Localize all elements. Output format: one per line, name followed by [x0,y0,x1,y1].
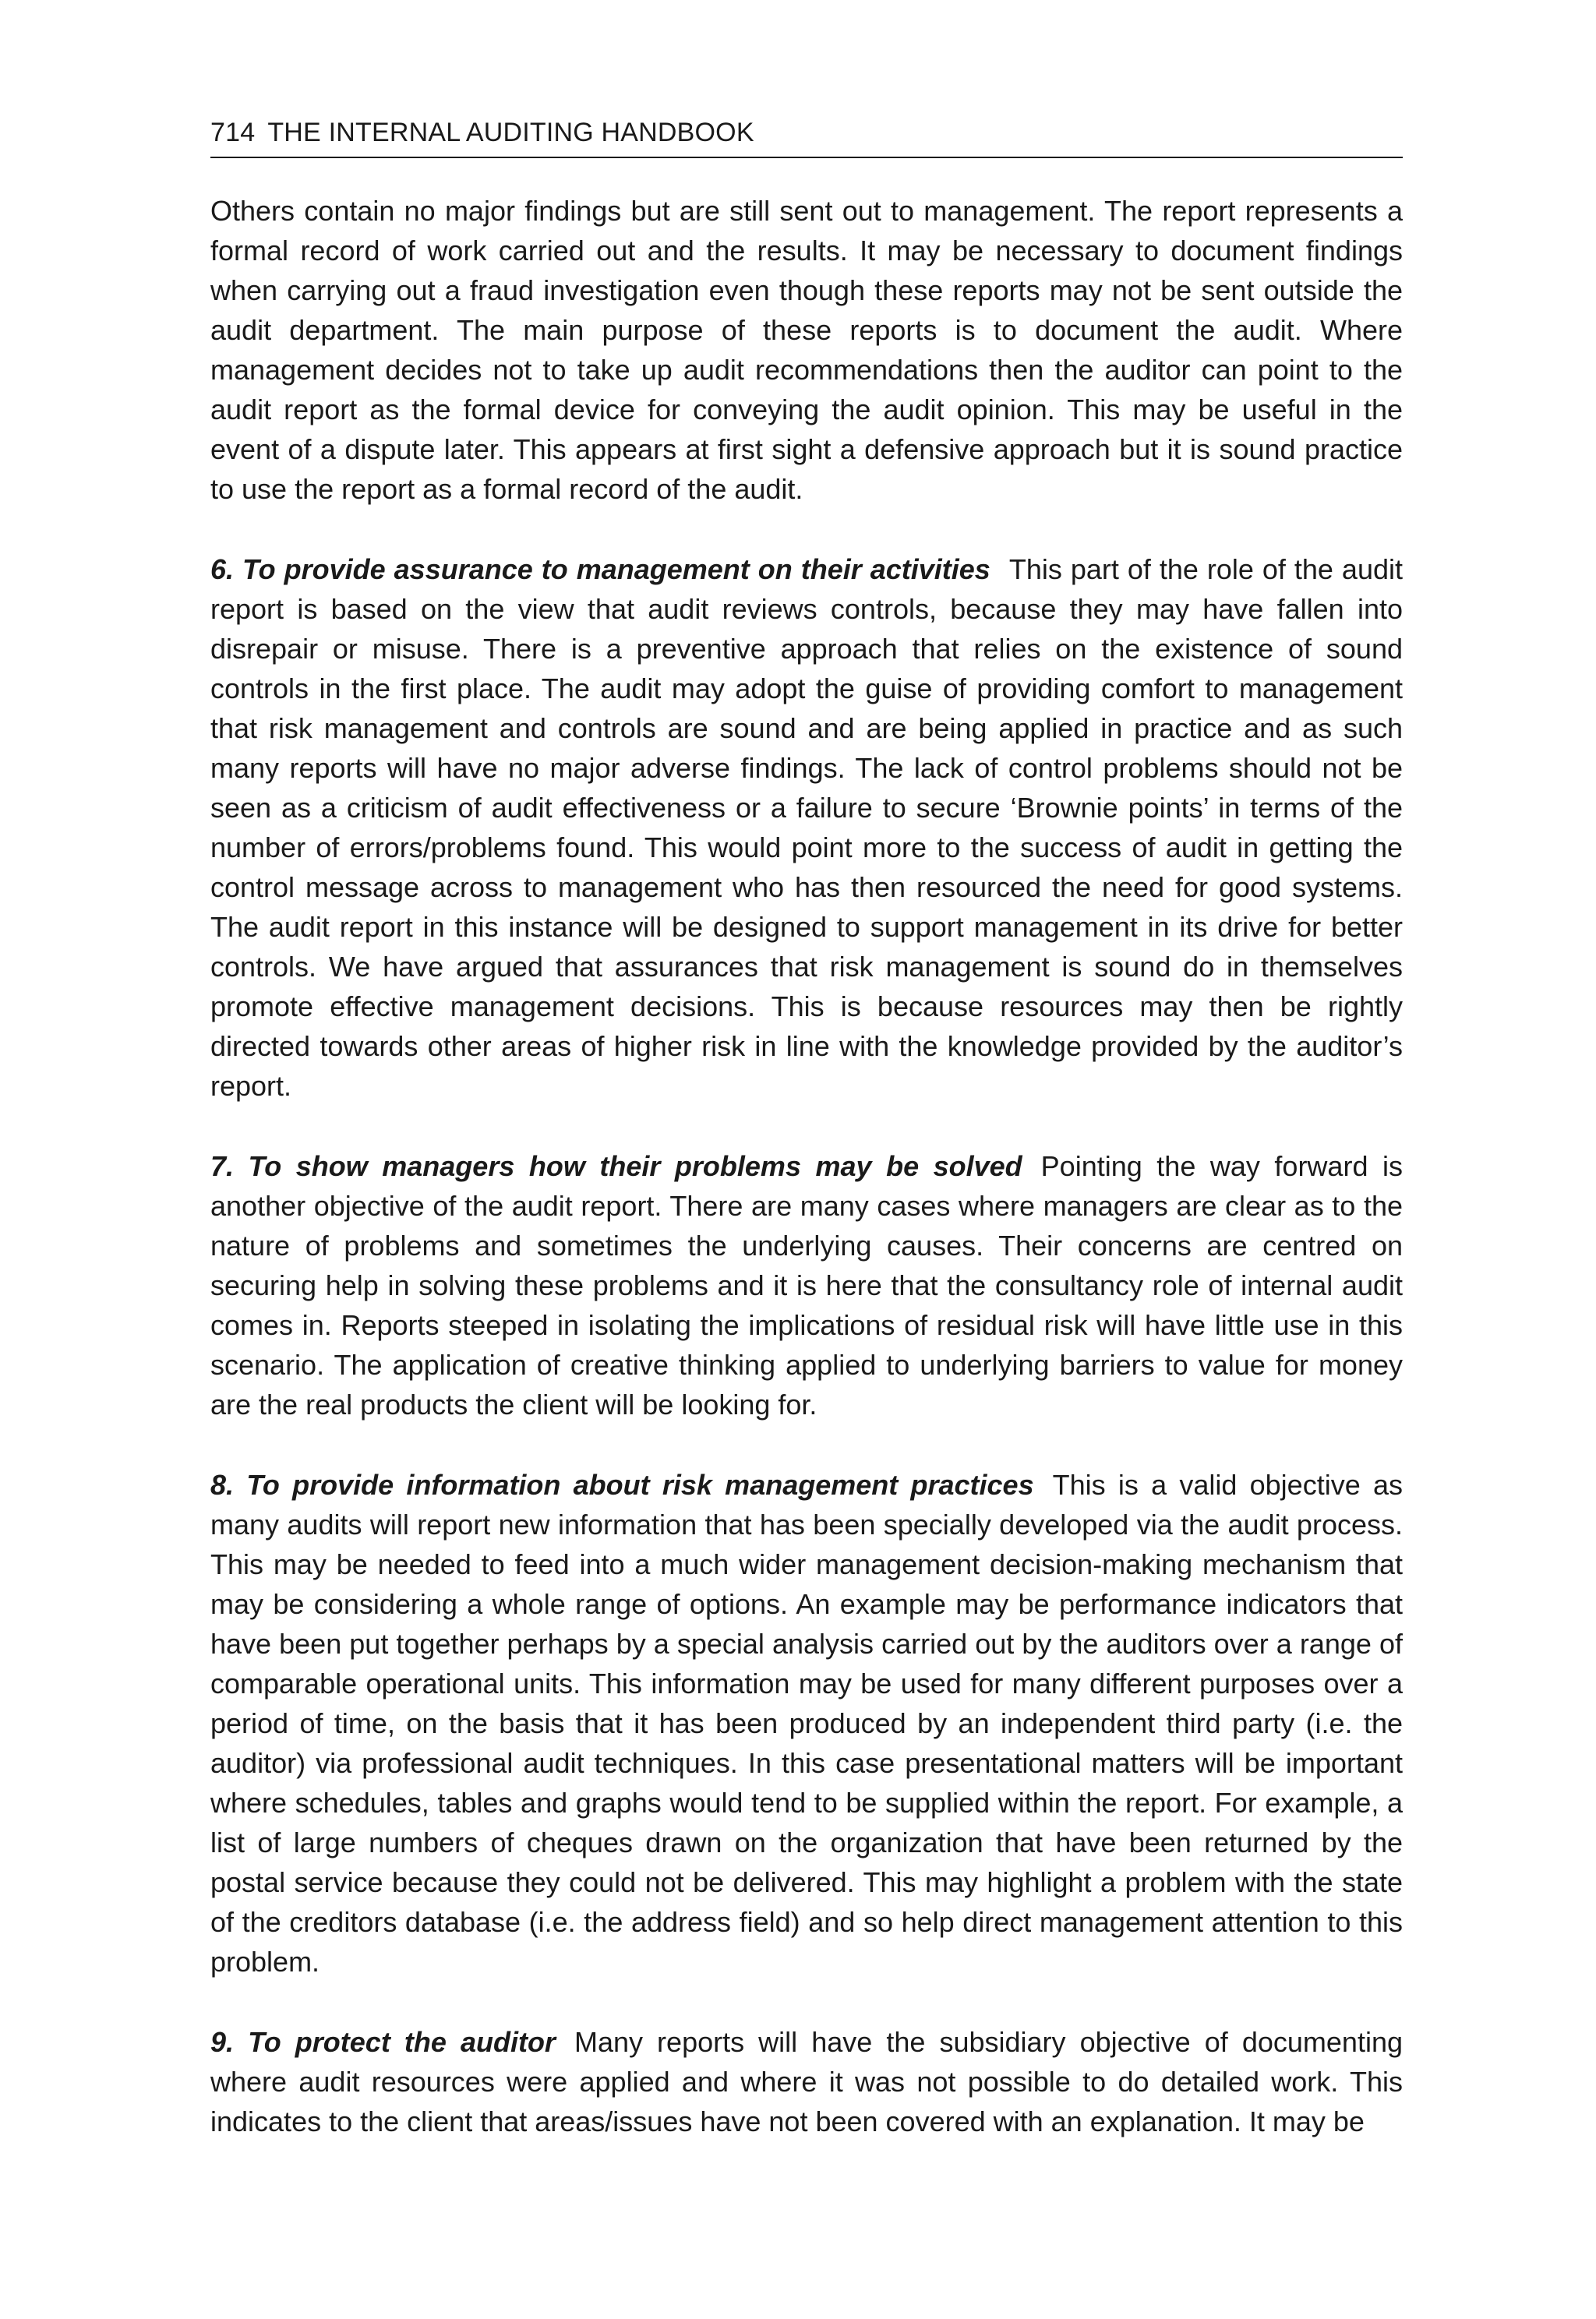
paragraph-text: Pointing the way forward is another objective of the audit report. There are many cases where managers are clear as to the nature of problems and sometimes the underlying causes. Their concerns are centred on securing help in solving these problems and it is here that the consultancy role of internal audit comes in. Reports steeped in isolating the implications of residual risk will have little use in this scenario. The application of creative thinking applied to underlying barriers to value for money are the real products the client will be looking for. [210,1149,1403,1421]
paragraph-text: Many reports will have the subsidiary objective of documenting where audit resources were applied and where it was not possible to do detailed work. This indicates to the client that areas/issues have not been covered with an explanation. It may be [210,2025,1403,2137]
paragraph-objective-8 [210,1465,1403,1982]
section-heading: 9. To protect the auditor [210,2025,556,2058]
page-number: 714 [210,118,256,147]
paragraph-text: This part of the role of the audit report is based on the view that audit reviews controls, because they may have fallen into disrepair or misuse. There is a preventive approach that relies on the existence of sound controls in the first place. The audit may adopt the guise of providing comfort to management that risk management and controls are sound and are being applied in practice and as such many reports will have no major adverse findings. The lack of control problems should not be seen as a criticism of audit effectiveness or a failure to secure ‘Brownie points’ in terms of the number of errors/problems found. This would point more to the success of audit in getting the control message across to management who has then resourced the need for good systems. The audit report in this instance will be designed to support management in its drive for better controls. We have argued that assurances that risk management is sound do in themselves promote effective management decisions. This is because resources may then be rightly directed towards other areas of higher risk in line with the knowledge provided by the auditor’s report. [210,552,1403,1102]
paragraph-text: This is a valid objective as many audits will report new information that has been specially developed via the audit process. This may be needed to feed into a much wider management decision-making mechanism that may be considering a whole range of options. An example may be performance indicators that have been put together perhaps by a special analysis carried out by the auditors over a range of comparable operational units. This information may be used for many different purposes over a period of time, on the basis that it has been produced by an independent third party (i.e. the auditor) via professional audit techniques. In this case presentational matters will be important where schedules, tables and graphs would tend to be supplied within the report. For example, a list of large numbers of cheques drawn on the organization that have been returned by the postal service because they could not be delivered. This may highlight a problem with the state of the creditors database (i.e. the address field) and so help direct management attention to this problem. [210,1468,1403,1978]
paragraph-objective-9 [210,2022,1403,2141]
section-heading: 6. To provide assurance to management on their activities [210,552,990,585]
body-text [210,191,1403,2141]
running-header [210,117,1403,158]
book-page [210,117,1403,2182]
paragraph-text: Others contain no major findings but are still sent out to management. The report represents a formal record of work carried out and the results. It may be necessary to document findings when carrying out a fraud investigation even though these reports may not be sent outside the audit department. The main purpose of these reports is to document the audit. Where management decides not to take up audit recommendations then the auditor can point to the audit report as the formal device for conveying the audit opinion. This may be useful in the event of a dispute later. This appears at first sight a defensive approach but it is sound practice to use the report as a formal record of the audit. [210,194,1403,505]
paragraph-objective-7 [210,1146,1403,1424]
book-title: THE INTERNAL AUDITING HANDBOOK [267,118,754,147]
section-heading: 8. To provide information about risk management practices [210,1468,1034,1501]
section-heading: 7. To show managers how their problems may be solved [210,1149,1022,1182]
paragraph-objective-6 [210,549,1403,1106]
paragraph-intro [210,191,1403,509]
